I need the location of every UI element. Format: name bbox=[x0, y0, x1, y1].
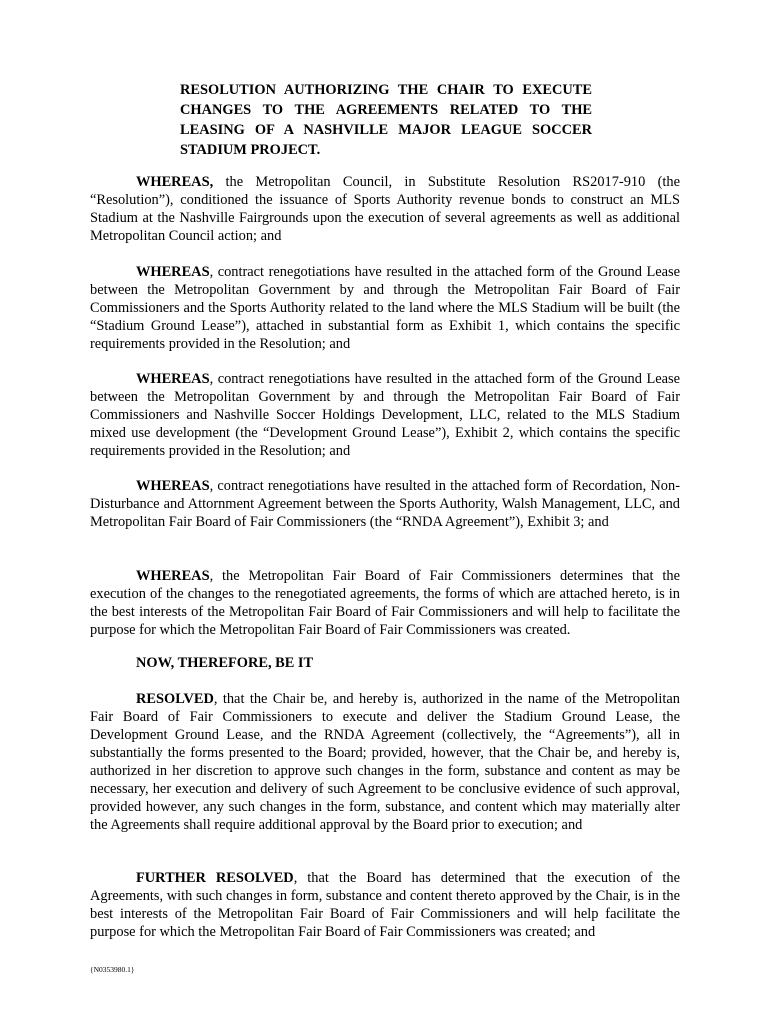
whereas-paragraph-3 bbox=[90, 370, 680, 460]
paragraph-lead: WHEREAS bbox=[136, 264, 210, 280]
paragraph-lead: FURTHER RESOLVED bbox=[136, 870, 294, 886]
whereas-paragraph-1 bbox=[90, 173, 680, 245]
document-footer-id: {N0353980.1} bbox=[90, 965, 135, 974]
paragraph-text: , contract renegotiations have resulted in the attached form of Recordation, Non-Disturbance and Attornment Agreement between the Sports Authority, Walsh Management, LLC, and Metropolitan Fair Board of Fair Commissioners (the “RNDA Agreement”), Exhibit 3; and bbox=[90, 478, 680, 530]
further-resolved-paragraph bbox=[90, 869, 680, 941]
paragraph-lead: RESOLVED bbox=[136, 691, 214, 707]
paragraph-lead: NOW, THEREFORE, BE IT bbox=[136, 655, 314, 671]
paragraph-lead: WHEREAS bbox=[136, 371, 210, 387]
paragraph-text: , that the Board has determined that the execution of the Agreements, with such changes in form, substance and content thereto approved by the Chair, is in the best interests of the Metropolitan Fair Board of Fair Commissioners and will help facilitate the purpose for which the Metropolitan Fair Board of Fair Commissioners was created; and bbox=[90, 870, 680, 940]
paragraph-lead: WHEREAS, bbox=[136, 174, 214, 190]
paragraph-text: , that the Chair be, and hereby is, authorized in the name of the Metropolitan Fair Board of Fair Commissioners to execute and deliver the Stadium Ground Lease, the Development Ground Lease, and the RNDA Agreement (collectively, the “Agreements”), all in substantially the forms presented to the Board; provided, however, that the Chair be, and hereby is, authorized in her discretion to approve such changes in the form, substance and content as may be necessary, her execution and delivery of such Agreement to be conclusive evidence of such approval, provided however, any such changes in the form, substance, and content which may materially alter the Agreements shall require additional approval by the Board prior to execution; and bbox=[90, 691, 680, 833]
paragraph-text: , contract renegotiations have resulted in the attached form of the Ground Lease between the Metropolitan Government by and through the Metropolitan Fair Board of Fair Commissioners and the Sports Authority related to the land where the MLS Stadium will be built (the “Stadium Ground Lease”), attached in substantial form as Exhibit 1, which contains the specific requirements provided in the Resolution; and bbox=[90, 264, 680, 352]
paragraph-text: , the Metropolitan Fair Board of Fair Commissioners determines that the execution of the changes to the renegotiated agreements, the forms of which are attached hereto, is in the best interests of the Metropolitan Fair Board of Fair Commissioners and will help to facilitate the purpose for which the Metropolitan Fair Board of Fair Commissioners was created. bbox=[90, 568, 680, 638]
resolution-title: RESOLUTION AUTHORIZING THE CHAIR TO EXECUTE CHANGES TO THE AGREEMENTS RELATED TO THE LEASING OF A NASHVILLE MAJOR LEAGUE SOCCER STADIUM PROJECT. bbox=[180, 82, 592, 158]
now-therefore-line bbox=[90, 654, 680, 672]
paragraph-lead: WHEREAS bbox=[136, 478, 210, 494]
paragraph-lead: WHEREAS bbox=[136, 568, 210, 584]
paragraph-text: , contract renegotiations have resulted in the attached form of the Ground Lease between the Metropolitan Government by and through the Metropolitan Fair Board of Fair Commissioners and Nashville Soccer Holdings Development, LLC, related to the MLS Stadium mixed use development (the “Development Ground Lease”), Exhibit 2, which contains the specific requirements provided in the Resolution; and bbox=[90, 371, 680, 459]
whereas-paragraph-5 bbox=[90, 567, 680, 639]
resolved-paragraph bbox=[90, 690, 680, 834]
whereas-paragraph-4 bbox=[90, 477, 680, 531]
paragraph-text: the Metropolitan Council, in Substitute Resolution RS2017-910 (the “Resolution”), conditioned the issuance of Sports Authority revenue bonds to construct an MLS Stadium at the Nashville Fairgrounds upon the execution of several agreements as well as additional Metropolitan Council action; and bbox=[90, 174, 680, 244]
whereas-paragraph-2 bbox=[90, 263, 680, 353]
